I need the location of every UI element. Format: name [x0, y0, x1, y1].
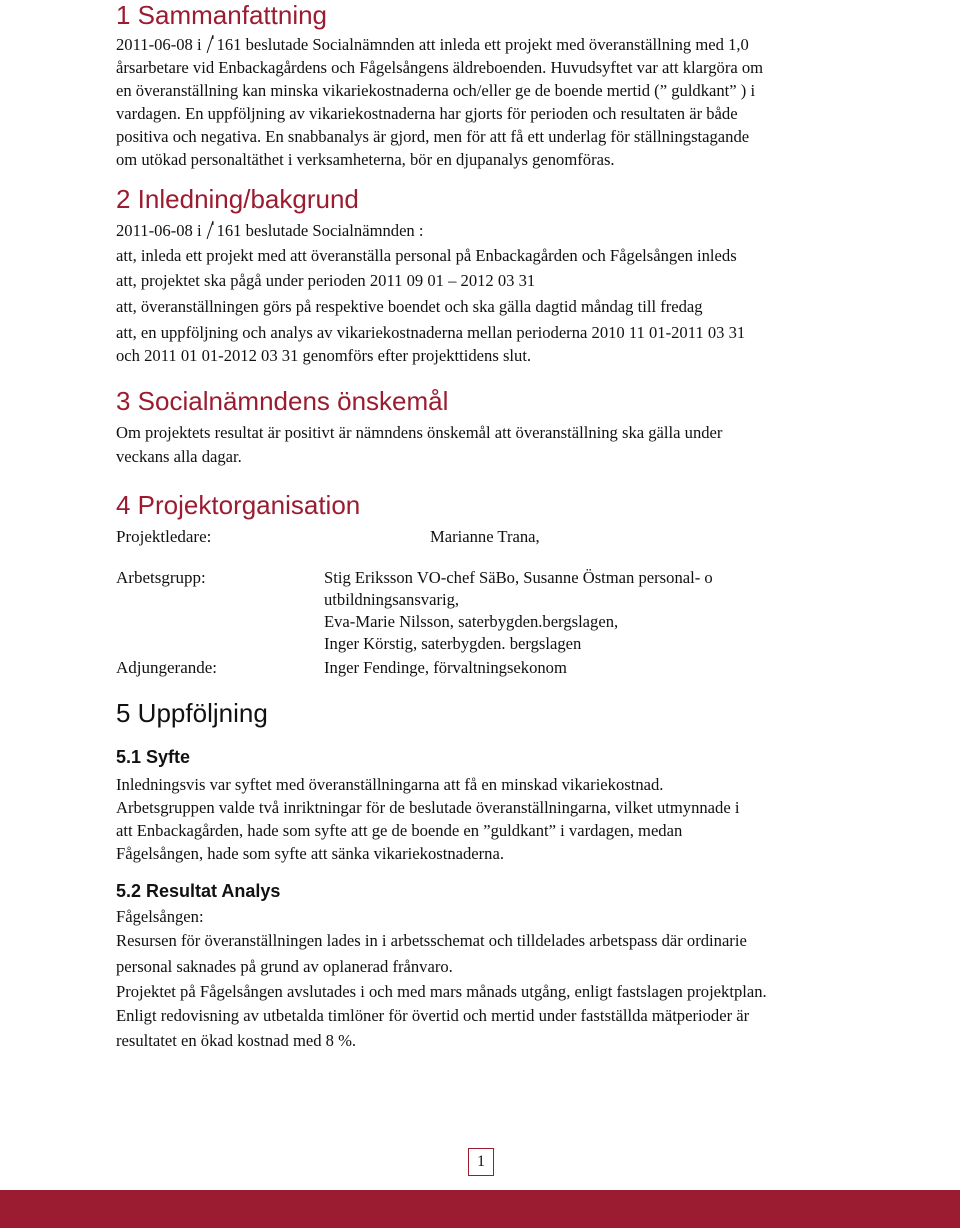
section-1-line-3: en överanställning kan minska vikariekostnaderna och/eller ge de boende mertid (” guldkant” ) i [116, 81, 756, 100]
section-3-line-2: veckans alla dagar. [116, 447, 242, 466]
work-group-member-1: Stig Eriksson VO-chef SäBo, Susanne Östman personal- o [324, 568, 713, 587]
work-group-label: Arbetsgrupp: [116, 568, 206, 587]
section-1-text-a: 161 beslutade Socialnämnden att inleda ett projekt med överanställning med 1,0 [216, 35, 749, 54]
page-number: 1 [468, 1148, 494, 1176]
footer-bar [0, 1190, 960, 1228]
section-5-2-heading: 5.2 Resultat Analys [116, 881, 281, 901]
section-5-heading: 5 Uppföljning [116, 698, 268, 728]
section-5-2-line-2: Resursen för överanställningen lades in i arbetsschemat och tilldelades arbetspass där ordinarie [116, 931, 747, 950]
section-5-1-heading: 5.1 Syfte [116, 747, 191, 767]
section-1-line-1 [116, 34, 749, 56]
section-5-2-line-4: Projektet på Fågelsången avslutades i och med mars månads utgång, enligt fastslagen projektplan. [116, 982, 767, 1001]
work-group-member-1b: utbildningsansvarig, [324, 590, 460, 609]
work-group-member-3: Inger Körstig, saterbygden. bergslagen [324, 634, 582, 653]
section-1-line-4: vardagen. En uppföljning av vikariekostnaderna har gjorts för perioden och resultaten är både [116, 104, 738, 123]
section-5-2-line-1: Fågelsången: [116, 907, 204, 926]
adjunct-label: Adjungerande: [116, 658, 218, 677]
section-3-heading: 3 Socialnämndens önskemål [116, 386, 449, 416]
section-2-intro [116, 220, 424, 242]
section-1-line-2: årsarbetare vid Enbackagårdens och Fågelsångens äldreboenden. Huvudsyftet var att klargöra om [116, 58, 764, 77]
section-5-2-line-5: Enligt redovisning av utbetalda timlöner för övertid och mertid under fastställda mätperioder är [116, 1006, 750, 1025]
section-3-line-1: Om projektets resultat är positivt är nämndens önskemål att överanställning ska gälla under [116, 423, 723, 442]
paragraph-sign-icon [206, 220, 214, 240]
section-2-att-4a: att, en uppföljning och analys av vikariekostnaderna mellan perioderna 2010 11 01-2011 03 31 [116, 323, 746, 342]
section-1-line-6: om utökad personaltäthet i verksamheterna, bör en djupanalys genomföras. [116, 150, 615, 169]
section-5-1-line-1: Inledningsvis var syftet med överanställningarna att få en minskad vikariekostnad. [116, 775, 664, 794]
project-leader-label: Projektledare: [116, 527, 212, 546]
section-5-1-line-2: Arbetsgruppen valde två inriktningar för de beslutade överanställningarna, vilket utmynnade i [116, 798, 740, 817]
section-2-att-2: att, projektet ska pågå under perioden 2011 09 01 – 2012 03 31 [116, 271, 536, 290]
section-2-att-1: att, inleda ett projekt med att överanställa personal på Enbackagården och Fågelsången inleds [116, 246, 737, 265]
project-leader-value: Marianne Trana, [430, 527, 540, 546]
work-group-member-2: Eva-Marie Nilsson, saterbygden.bergslagen, [324, 612, 619, 631]
section-5-2-line-3: personal saknades på grund av oplanerad frånvaro. [116, 957, 453, 976]
section-4-heading: 4 Projektorganisation [116, 490, 361, 520]
section-5-1-line-3: att Enbackagården, hade som syfte att ge de boende en ”guldkant” i vardagen, medan [116, 821, 683, 840]
section-2-intro-text: 161 beslutade Socialnämnden : [216, 221, 424, 240]
section-1-line-5: positiva och negativa. En snabbanalys är gjord, men för att få ett underlag för ställningstagande [116, 127, 750, 146]
section-2-heading: 2 Inledning/bakgrund [116, 184, 359, 214]
section-1-date: 2011-06-08 i [116, 35, 202, 54]
paragraph-sign-icon [206, 34, 214, 54]
section-2-att-3: att, överanställningen görs på respektive boendet och ska gälla dagtid måndag till fredag [116, 297, 703, 316]
adjunct-value: Inger Fendinge, förvaltningsekonom [324, 658, 567, 677]
section-1-heading: 1 Sammanfattning [116, 0, 328, 30]
section-5-1-line-4: Fågelsången, hade som syfte att sänka vikariekostnaderna. [116, 844, 504, 863]
section-2-att-4b: och 2011 01 01-2012 03 31 genomförs efter projekttidens slut. [116, 346, 532, 365]
section-2-date: 2011-06-08 i [116, 221, 202, 240]
section-5-2-line-6: resultatet en ökad kostnad med 8 %. [116, 1031, 357, 1050]
